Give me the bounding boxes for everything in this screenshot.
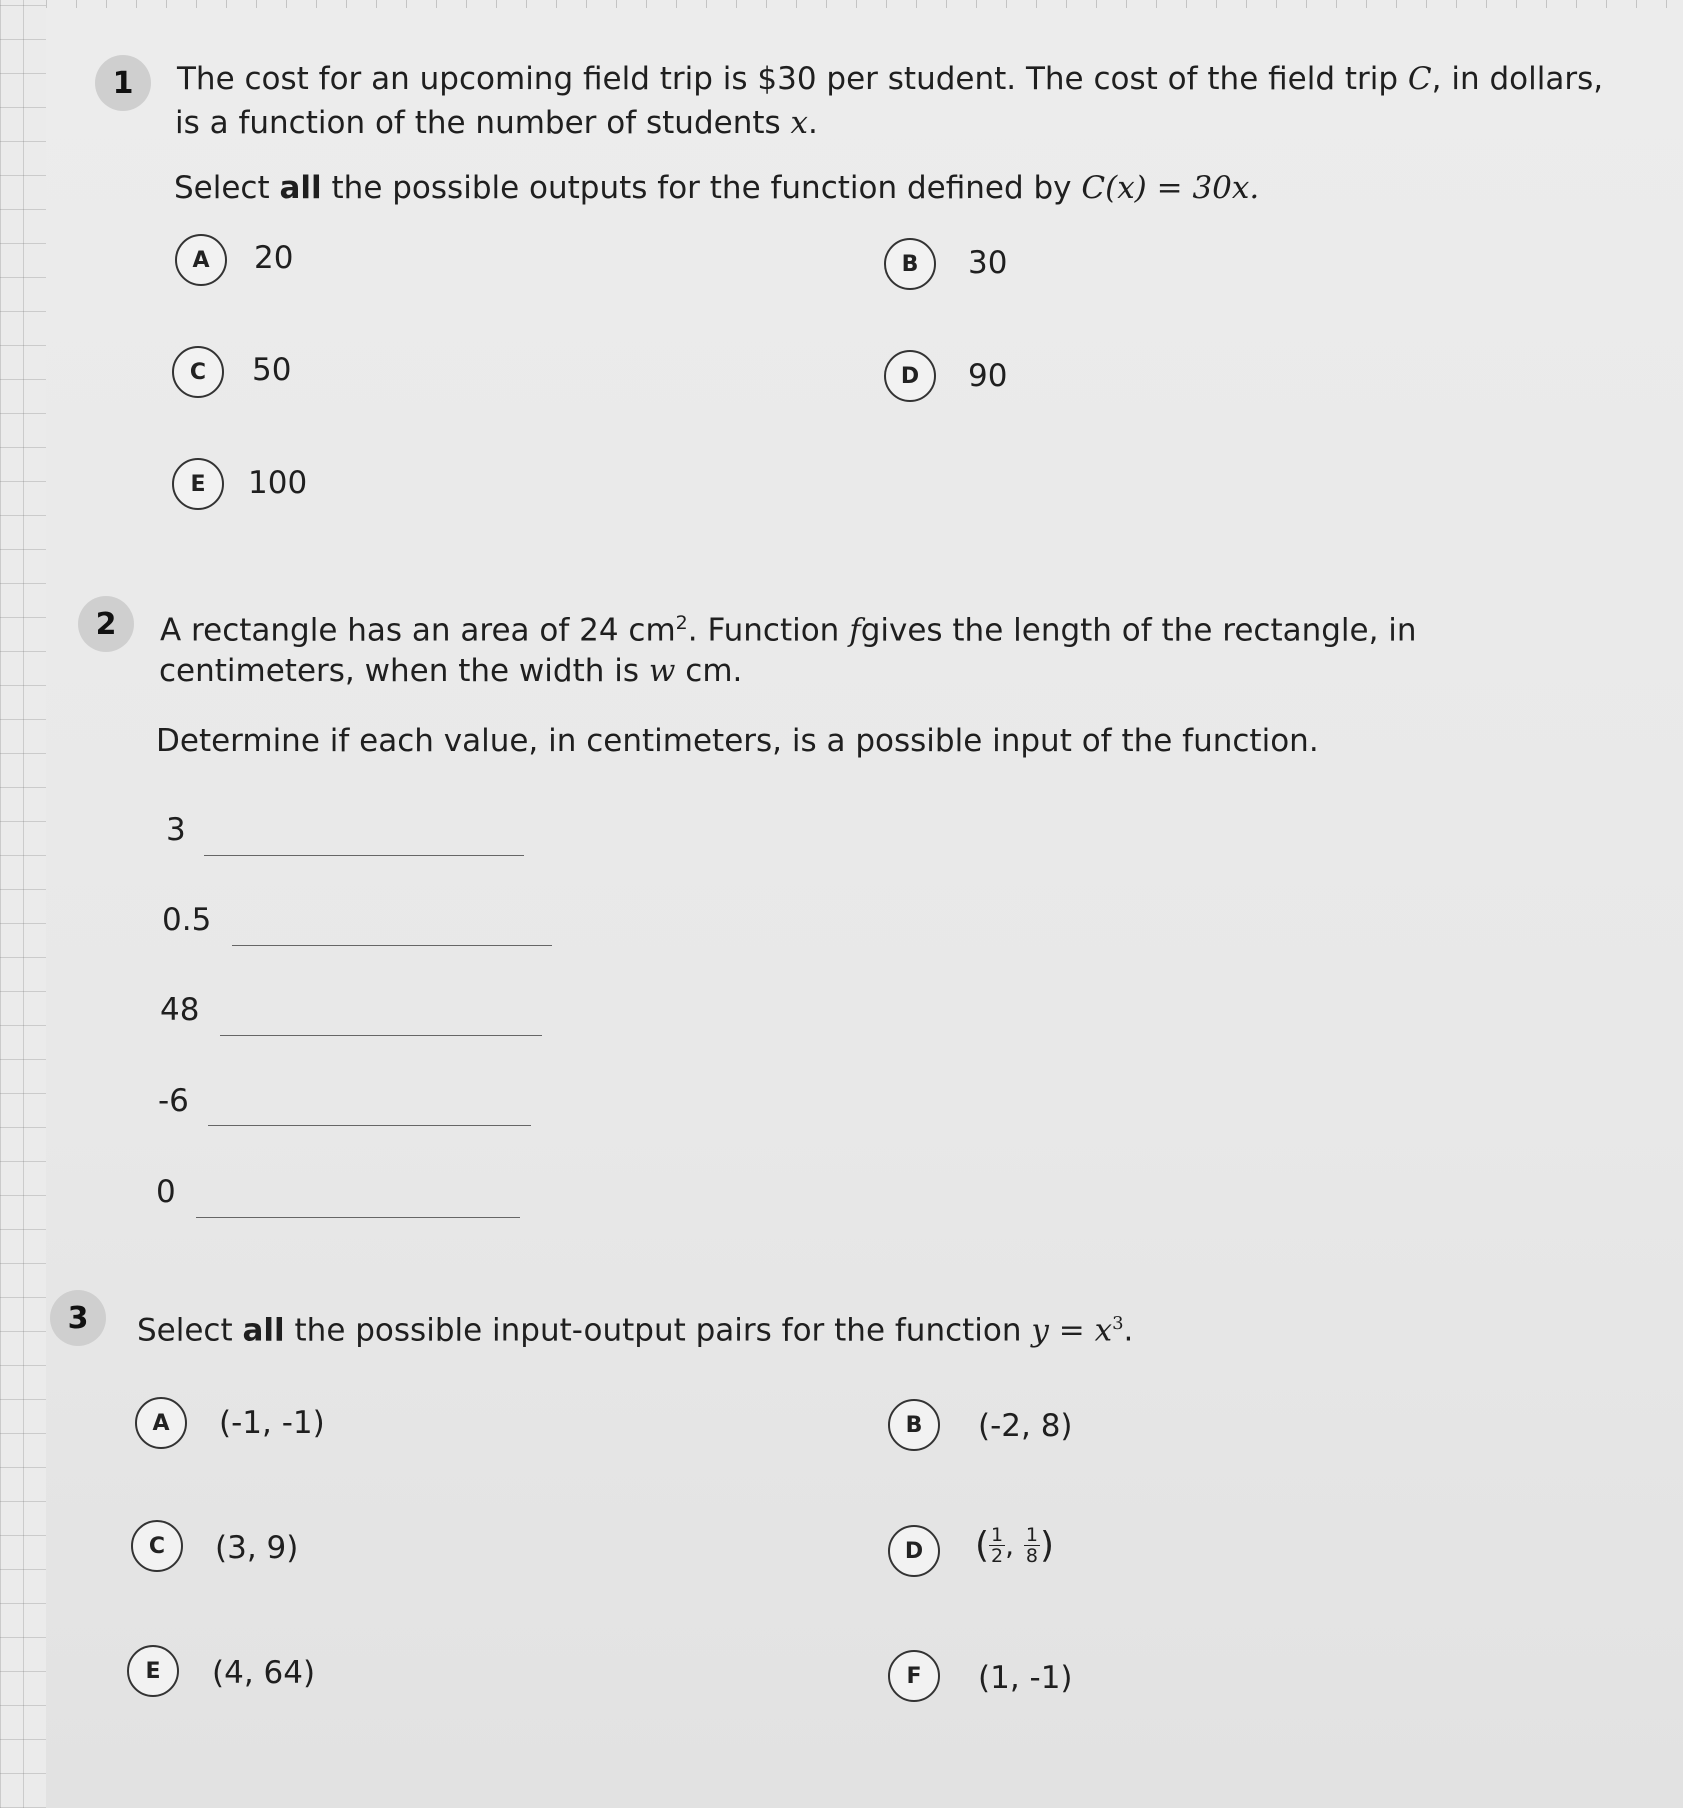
question-3-number: 3 xyxy=(50,1290,106,1346)
q1-choice-b-bubble[interactable]: B xyxy=(884,238,936,290)
q2-answer-blank-5[interactable] xyxy=(196,1217,520,1218)
question-1-stem-line1: The cost for an upcoming field trip is $30 per student. The cost of the field trip C, in dollars, xyxy=(177,61,1604,97)
question-3-instruction: Select all the possible input-output pairs for the function $y = x^3$. xyxy=(137,1312,1134,1349)
question-1-instruction: Select all the possible outputs for the function defined by C(x) = 30x. xyxy=(174,170,1260,206)
q2-answer-blank-3[interactable] xyxy=(220,1035,542,1036)
q1-choice-a-bubble[interactable]: A xyxy=(175,234,227,286)
q3-choice-a-value: (-1, -1) xyxy=(219,1405,325,1441)
page-top-edge xyxy=(46,0,1683,8)
q2-answer-blank-1[interactable] xyxy=(204,855,524,856)
question-2-number: 2 xyxy=(78,596,134,652)
q3-choice-f-bubble[interactable]: F xyxy=(888,1650,940,1702)
q2-value-1: 3 xyxy=(166,812,186,848)
q2-value-3: 48 xyxy=(160,992,200,1028)
q3-choice-e-bubble[interactable]: E xyxy=(127,1645,179,1697)
question-1-stem-line2: is a function of the number of students x. xyxy=(175,105,818,141)
q3-choice-b-value: (-2, 8) xyxy=(978,1408,1073,1444)
q1-choice-a-value: 20 xyxy=(254,240,294,276)
q3-choice-d-value: ( $\frac{1}{2}$ , $\frac{1}{8}$ ) xyxy=(975,1524,1055,1567)
q1-choice-d-value: 90 xyxy=(968,358,1008,394)
q3-choice-f-value: (1, -1) xyxy=(978,1660,1073,1696)
graph-paper-edge xyxy=(0,0,46,1808)
question-2-stem-line2: centimeters, when the width is w cm. xyxy=(159,653,743,689)
q1-choice-c-bubble[interactable]: C xyxy=(172,346,224,398)
q3-choice-d-bubble[interactable]: D xyxy=(888,1525,940,1577)
q1-choice-d-bubble[interactable]: D xyxy=(884,350,936,402)
q2-answer-blank-2[interactable] xyxy=(232,945,552,946)
question-1-number: 1 xyxy=(95,55,151,111)
question-2-stem-line1: A rectangle has an area of 24 $cm^2$. Function fgives the length of the rectangle, in xyxy=(160,612,1417,649)
fraction-one-half: $\frac{1}{2}$ xyxy=(991,1524,1004,1567)
q3-choice-c-value: (3, 9) xyxy=(215,1530,299,1566)
q2-value-2: 0.5 xyxy=(162,902,212,938)
fraction-one-eighth: $\frac{1}{8}$ xyxy=(1025,1524,1038,1567)
q3-choice-a-bubble[interactable]: A xyxy=(135,1397,187,1449)
question-2-instruction: Determine if each value, in centimeters, is a possible input of the function. xyxy=(156,723,1319,759)
q3-choice-c-bubble[interactable]: C xyxy=(131,1520,183,1572)
q2-value-5: 0 xyxy=(156,1174,176,1210)
q2-answer-blank-4[interactable] xyxy=(208,1125,531,1126)
q2-value-4: -6 xyxy=(158,1083,189,1119)
q1-choice-c-value: 50 xyxy=(252,352,292,388)
q1-choice-b-value: 30 xyxy=(968,245,1008,281)
q1-choice-e-value: 100 xyxy=(248,465,308,501)
q3-choice-b-bubble[interactable]: B xyxy=(888,1399,940,1451)
q3-choice-e-value: (4, 64) xyxy=(212,1655,316,1691)
q1-choice-e-bubble[interactable]: E xyxy=(172,458,224,510)
